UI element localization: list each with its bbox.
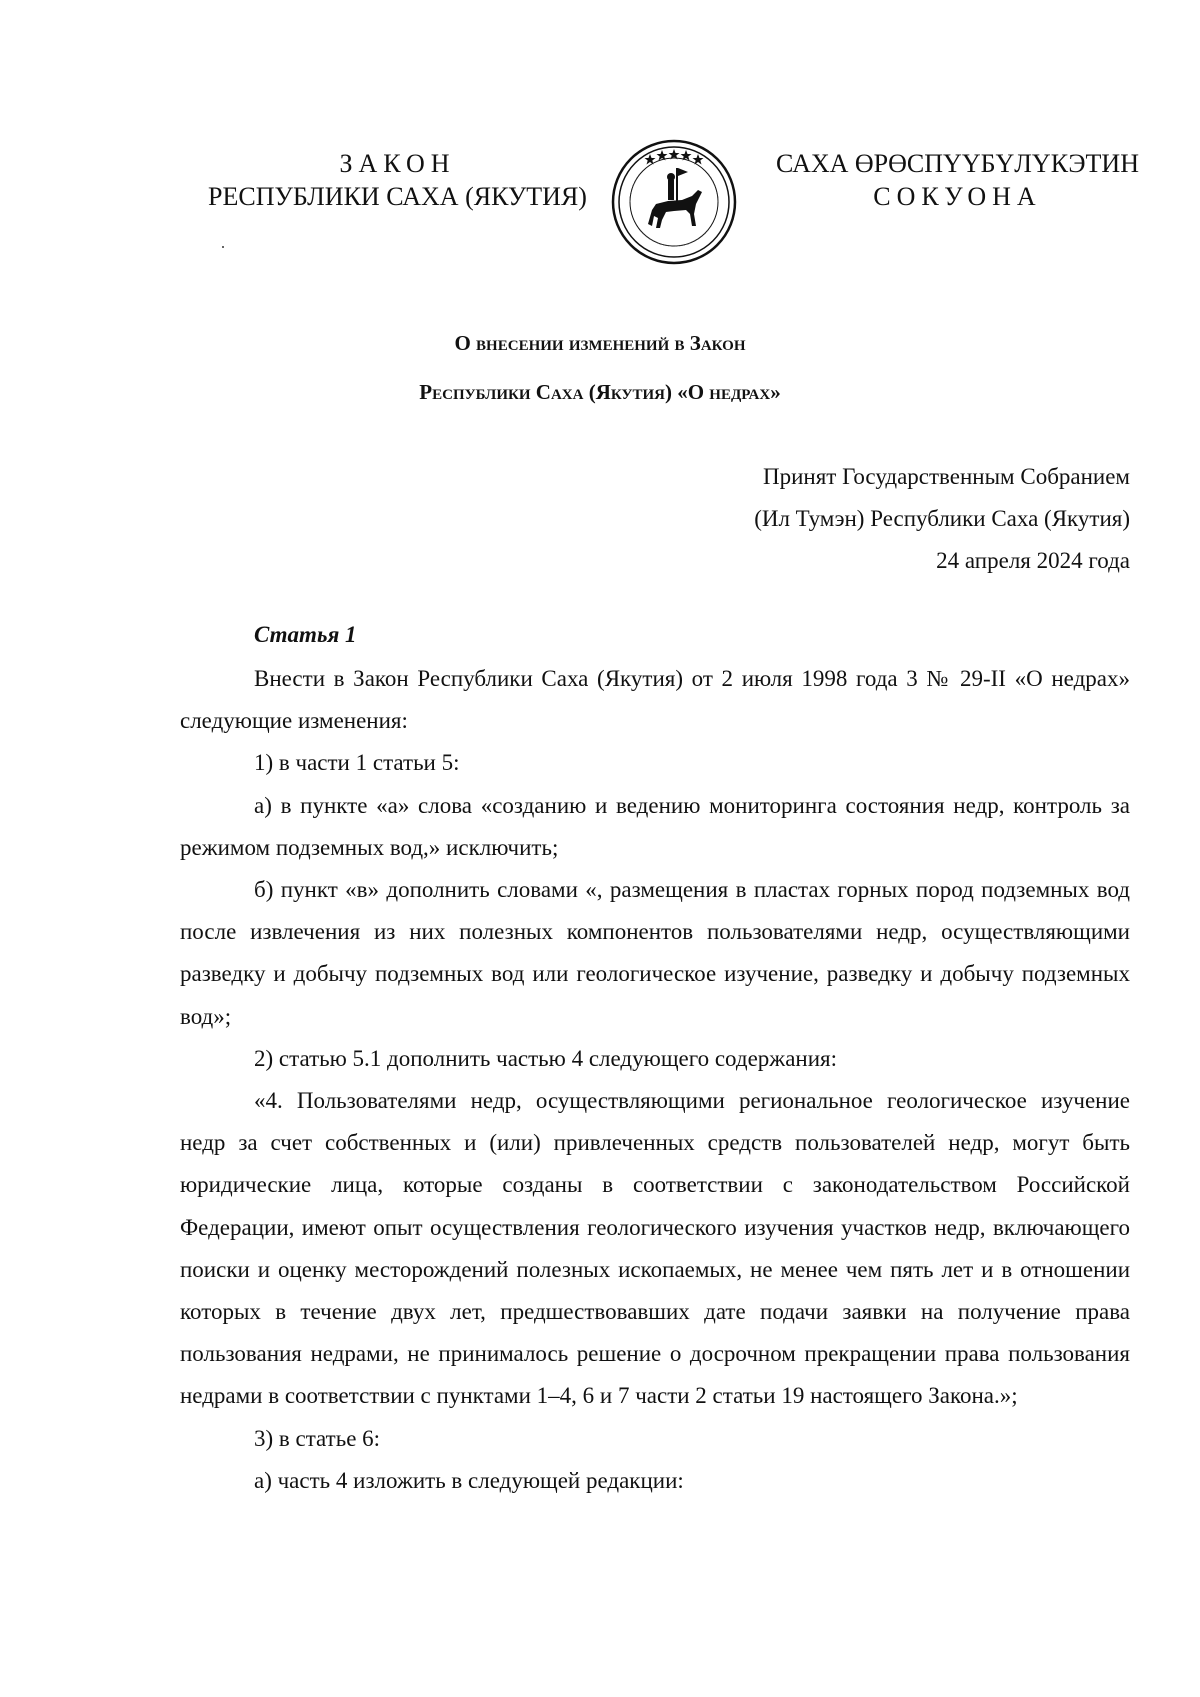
article-paragraph: 2) статью 5.1 дополнить частью 4 следующего содержания: <box>254 1045 837 1071</box>
header-law-word: ЗАКОН <box>339 149 456 178</box>
header-right <box>775 147 1140 213</box>
article-paragraph: а) часть 4 изложить в следующей редакции: <box>254 1467 684 1493</box>
scan-speck <box>222 246 224 248</box>
header-republic-name-sakha: САХА ӨРӨСПҮҮБҮЛҮКЭТИН <box>776 149 1139 178</box>
document-title-line1: О внесении изменений в Закон <box>454 331 746 355</box>
header-law-word-sakha: СОКУОНА <box>873 182 1042 211</box>
article-paragraph: 3) в статье 6: <box>254 1425 381 1451</box>
article-paragraph: Внести в Закон Республики Саха (Якутия) от 2 июля 1998 года 3 № 29-II «О недрах» следующие изменения: <box>180 666 1130 734</box>
article-paragraph: а) в пункте «а» слова «созданию и ведению мониторинга состояния недр, контроль за режимом подземных вод,» исключить; <box>180 792 1130 860</box>
article-heading: Статья 1 <box>254 622 357 647</box>
republic-sakha-seal-icon <box>610 138 738 266</box>
article-paragraph: б) пункт «в» дополнить словами «, размещения в пластах горных пород подземных вод после извлечения из них полезных компонентов пользователями недр, осуществляющими разведку и добычу подземных вод или геологическое изучение, разведку и добычу подземных вод»; <box>180 877 1130 1029</box>
article-paragraph: 1) в части 1 статьи 5: <box>254 750 460 776</box>
adoption-block <box>754 456 1130 582</box>
adoption-line2: (Ил Тумэн) Республики Саха (Якутия) <box>754 506 1130 531</box>
header-left <box>205 147 590 213</box>
article-body <box>180 658 1130 1502</box>
document-title-line2: Республики Саха (Якутия) «О недрах» <box>419 380 781 404</box>
article-paragraph: «4. Пользователями недр, осуществляющими региональное геологическое изучение недр за счет собственных и (или) привлеченных средств пользователей недр, могут быть юридические лица, которые созданы в соответствии с законодательством Российской Федерации, имеют опыт осуществления геологического изучения участков недр, включающего поиски и оценку месторождений полезных ископаемых, не менее чем пять лет и в отношении которых в течение двух лет, предшествовавших дате подачи заявки на получение права пользования недрами, не принималось решение о досрочном прекращении права пользования недрами в соответствии с пунктами 1–4, 6 и 7 части 2 статьи 19 настоящего Закона.»; <box>180 1088 1130 1409</box>
adoption-line1: Принят Государственным Собранием <box>762 464 1130 489</box>
adoption-date: 24 апреля 2024 года <box>936 548 1130 573</box>
header-republic-name: РЕСПУБЛИКИ САХА (ЯКУТИЯ) <box>208 182 587 211</box>
